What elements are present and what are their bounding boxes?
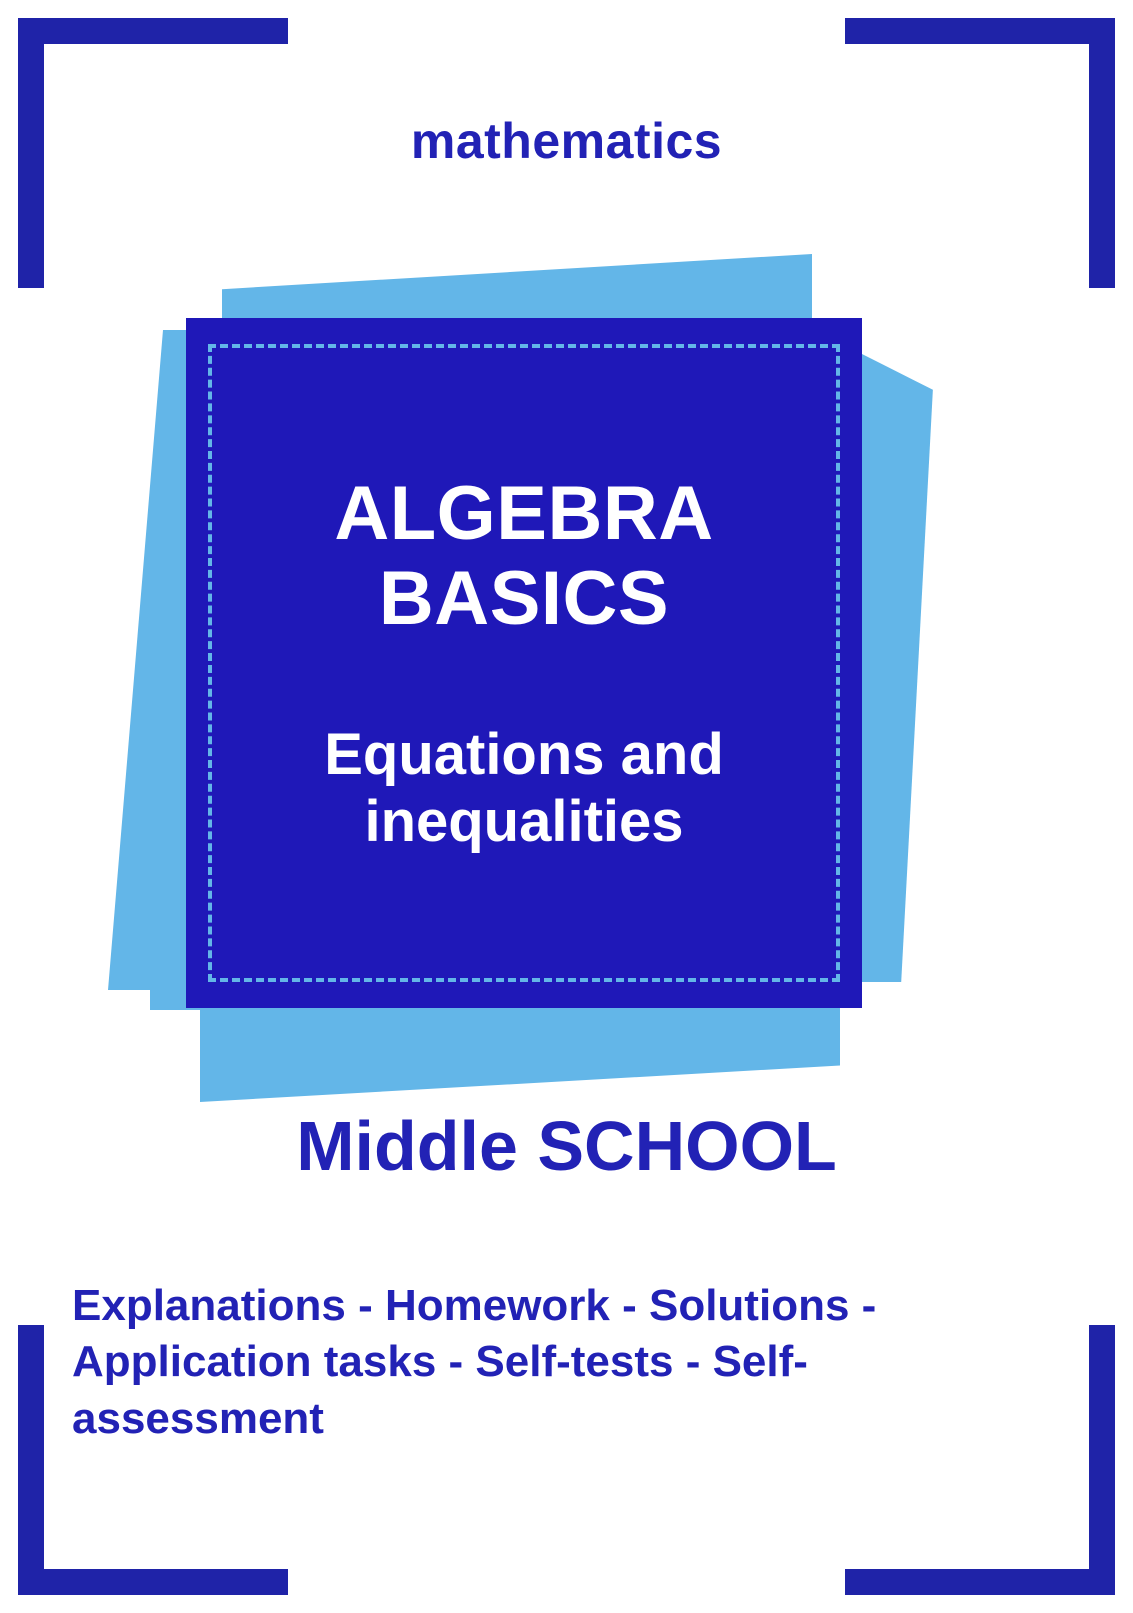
decorative-shape-bottom xyxy=(200,1006,840,1102)
subject-label: mathematics xyxy=(410,113,723,169)
decorative-shape-right xyxy=(858,352,954,982)
title-card-content xyxy=(186,318,862,1008)
page-subtitle: Equations and inequalities xyxy=(324,721,724,855)
bracket-bar-vertical xyxy=(18,1325,44,1595)
school-level-label: Middle SCHOOL xyxy=(296,1107,837,1185)
title-card xyxy=(186,318,862,1008)
bracket-bar-horizontal xyxy=(18,1569,288,1595)
bracket-bar-horizontal xyxy=(18,18,288,44)
page-title: ALGEBRA BASICS xyxy=(334,470,714,641)
contents-description: Explanations - Homework - Solutions - Application tasks - Self-tests - Self-assessment xyxy=(72,1281,877,1443)
bracket-bar-horizontal xyxy=(845,18,1115,44)
bracket-bar-horizontal xyxy=(845,1569,1115,1595)
bracket-bar-vertical xyxy=(1089,1325,1115,1595)
